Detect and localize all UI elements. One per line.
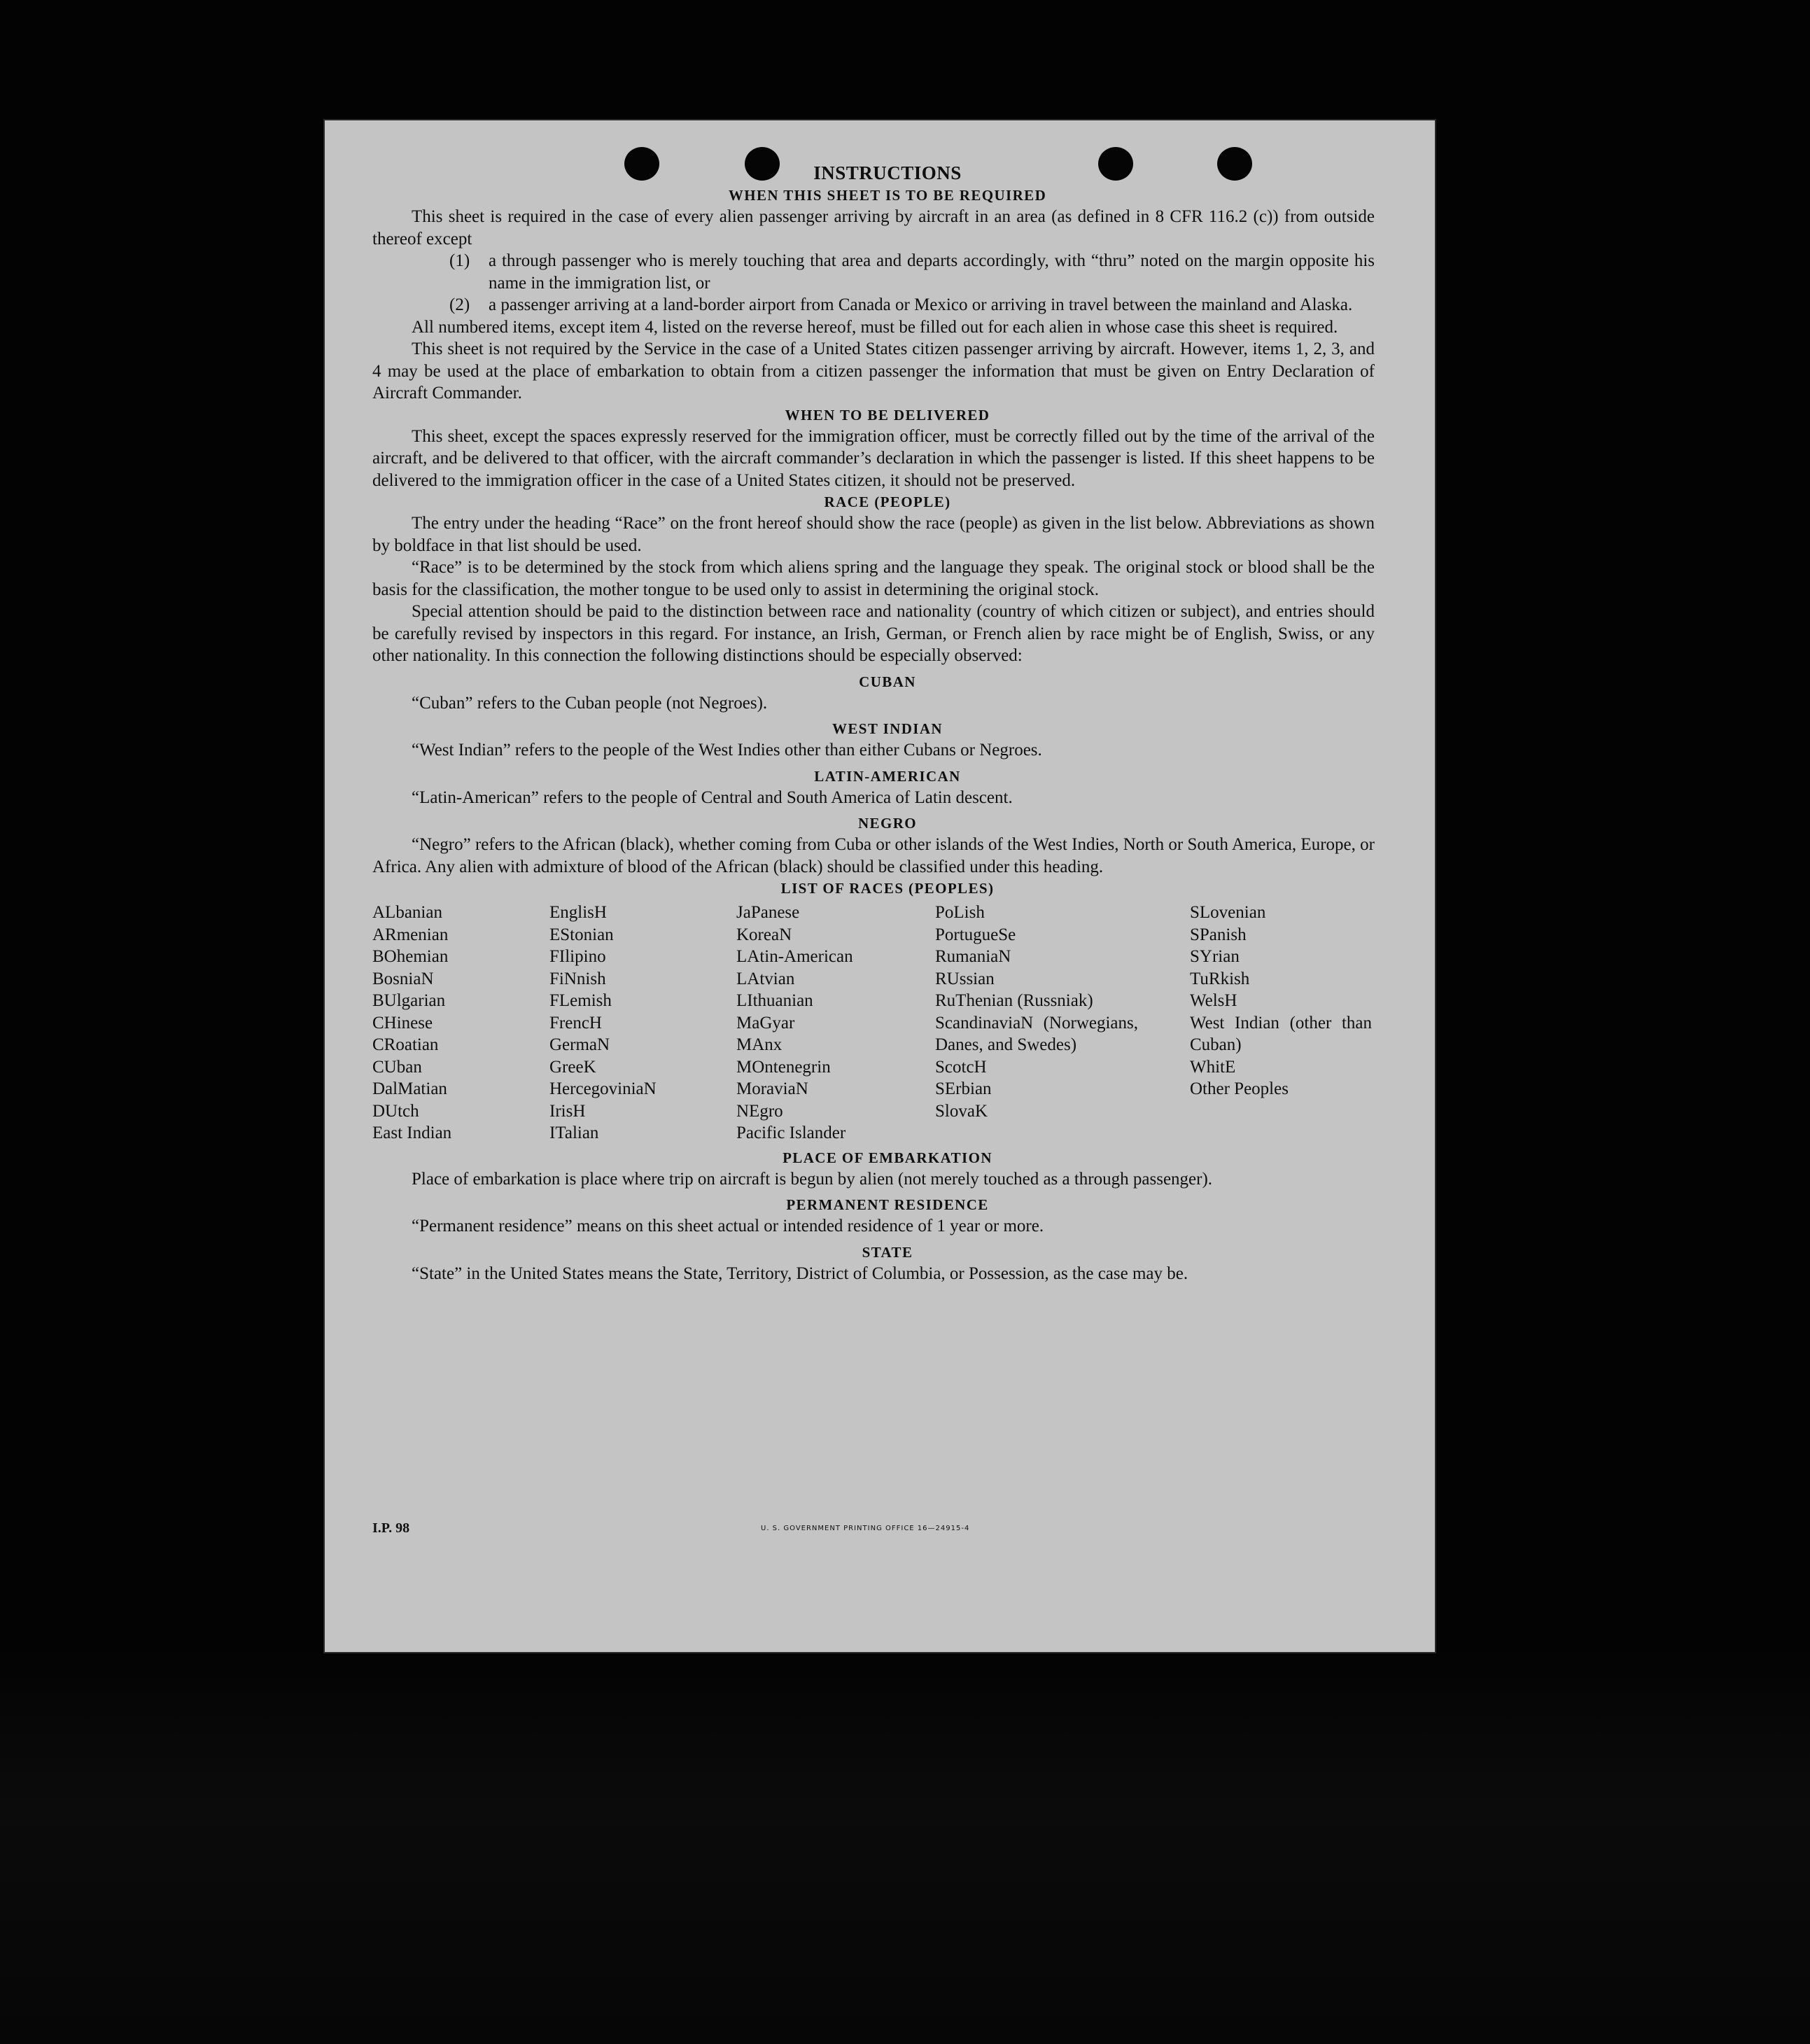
sheet-footer bbox=[372, 1520, 1375, 1541]
race-entry: EnglisH bbox=[549, 903, 607, 922]
race-entry: ScandinaviaN (Norwegians, Danes, and Swedes) bbox=[935, 1013, 1138, 1054]
race-entry: Pacific Islander bbox=[736, 1124, 846, 1142]
race-paragraph: “Race” is to be determined by the stock from which aliens spring and the language they speak. The original stock or blood shall be the basis for the classification, the mother tongue to be used only to assist in determining the original stock. bbox=[372, 558, 1375, 599]
race-entry: Other Peoples bbox=[1190, 1079, 1289, 1098]
form-number: I.P. 98 bbox=[372, 1520, 410, 1536]
race-entry: SPanish bbox=[1190, 925, 1247, 944]
races-list bbox=[372, 902, 1375, 1144]
race-entry: LIthuanian bbox=[736, 991, 813, 1010]
races-column bbox=[1190, 902, 1372, 1144]
races-column bbox=[935, 902, 1190, 1144]
section-heading-race: RACE (PEOPLE) bbox=[824, 493, 951, 510]
required-intro: This sheet is required in the case of every alien passenger arriving by aircraft in an area (as defined in 8 CFR 116.2 (c)) from outside thereof except bbox=[372, 207, 1375, 248]
required-paragraph: This sheet is not required by the Service in the case of a United States citizen passenger arriving by aircraft. However, items 1, 2, 3, and 4 may be used at the place of embarkation to obtain from a citizen passenger the information that must be given on Entry Declaration of Aircraft Commander. bbox=[372, 340, 1375, 402]
race-entry: LAtin-American bbox=[736, 947, 853, 966]
race-entry: EStonian bbox=[549, 925, 614, 944]
delivered-text: This sheet, except the spaces expressly reserved for the immigration officer, must be correctly filled out by the time of the arrival of the aircraft, and be delivered to that officer, with the aircraft commander’s declaration in which the passenger is listed. If this sheet happens to be delivered to the immigration officer in the case of a United States citizen, it should not be preserved. bbox=[372, 426, 1375, 490]
race-entry: CHinese bbox=[372, 1013, 433, 1032]
races-list-heading: LIST OF RACES (PEOPLES) bbox=[780, 880, 995, 897]
race-entry: BOhemian bbox=[372, 947, 449, 966]
section-heading-delivered: WHEN TO BE DELIVERED bbox=[785, 406, 990, 424]
race-entry: FIlipino bbox=[549, 947, 606, 966]
race-entry: FrencH bbox=[549, 1013, 602, 1032]
instruction-sheet bbox=[325, 120, 1435, 1652]
definition-heading: CUBAN bbox=[859, 673, 916, 690]
race-entry: ScotcH bbox=[935, 1057, 987, 1077]
race-entry: MAnx bbox=[736, 1035, 783, 1054]
page-title: INSTRUCTIONS bbox=[813, 162, 962, 183]
race-entry: RUssian bbox=[935, 969, 995, 988]
race-entry: MaGyar bbox=[736, 1013, 795, 1032]
section-heading-state: STATE bbox=[862, 1243, 913, 1261]
definition-heading: WEST INDIAN bbox=[832, 720, 943, 737]
races-column bbox=[372, 902, 549, 1144]
section-heading-required: WHEN THIS SHEET IS TO BE REQUIRED bbox=[728, 187, 1047, 204]
printer-imprint: U. S. GOVERNMENT PRINTING OFFICE 16—24915-4 bbox=[761, 1525, 970, 1532]
race-entry: PortugueSe bbox=[935, 925, 1016, 944]
race-entry: SlovaK bbox=[935, 1101, 988, 1121]
residence-text: “Permanent residence” means on this sheet actual or intended residence of 1 year or more. bbox=[412, 1217, 1044, 1236]
definition-heading: NEGRO bbox=[857, 815, 917, 832]
race-entry: ALbanian bbox=[372, 903, 442, 922]
race-entry: CRoatian bbox=[372, 1035, 439, 1054]
race-entry: West Indian (other than Cuban) bbox=[1190, 1013, 1372, 1054]
definition-text: “Cuban” refers to the Cuban people (not Negroes). bbox=[412, 693, 768, 713]
race-entry: BosniaN bbox=[372, 969, 434, 988]
race-entry: LAtvian bbox=[736, 969, 795, 988]
definition-text: “Latin-American” refers to the people of Central and South America of Latin descent. bbox=[412, 788, 1013, 807]
race-entry: ITalian bbox=[549, 1124, 599, 1142]
race-paragraph: The entry under the heading “Race” on the front hereof should show the race (people) as given in the list below. Abbreviations as shown by boldface in that list should be used. bbox=[372, 514, 1375, 555]
race-entry: BUlgarian bbox=[372, 991, 446, 1010]
races-column bbox=[549, 902, 736, 1144]
exception-number: (1) bbox=[449, 251, 470, 270]
race-entry: SYrian bbox=[1190, 947, 1240, 966]
exception-item bbox=[372, 294, 1375, 316]
race-entry: WhitE bbox=[1190, 1057, 1236, 1077]
punch-hole bbox=[1098, 147, 1133, 181]
exception-text: a through passenger who is merely touching that area and departs accordingly, with “thru” noted on the margin opposite his name in the immigration list, or bbox=[489, 251, 1375, 293]
exception-number: (2) bbox=[449, 295, 470, 314]
exception-item bbox=[372, 250, 1375, 294]
race-entry: SErbian bbox=[935, 1079, 992, 1098]
race-entry: RumaniaN bbox=[935, 947, 1011, 966]
race-entry: DUtch bbox=[372, 1101, 419, 1121]
race-paragraph: Special attention should be paid to the distinction between race and nationality (country of which citizen or subject), and entries should be carefully revised by inspectors in this regard. For instance, an Irish, German, or French alien by race might be of English, Swiss, or any other nationality. In this connection the following distinctions should be especially observed: bbox=[372, 602, 1375, 665]
race-entry: WelsH bbox=[1190, 991, 1237, 1010]
race-entry: RuThenian (Russniak) bbox=[935, 991, 1093, 1010]
definition-heading: LATIN-AMERICAN bbox=[814, 767, 961, 785]
race-entry: HercegoviniaN bbox=[549, 1079, 657, 1098]
race-entry: FiNnish bbox=[549, 969, 606, 988]
race-entry: GreeK bbox=[549, 1057, 596, 1077]
race-entry: IrisH bbox=[549, 1101, 586, 1121]
race-entry: DalMatian bbox=[372, 1079, 447, 1098]
state-text: “State” in the United States means the State, Territory, District of Columbia, or Possession, as the case may be. bbox=[412, 1264, 1188, 1283]
exception-text: a passenger arriving at a land-border airport from Canada or Mexico or arriving in travel between the mainland and Alaska. bbox=[489, 295, 1353, 314]
definition-text: “West Indian” refers to the people of the West Indies other than either Cubans or Negroes. bbox=[412, 741, 1042, 760]
embarkation-text: Place of embarkation is place where trip on aircraft is begun by alien (not merely touched as a through passenger). bbox=[412, 1169, 1213, 1189]
scan-background bbox=[0, 1645, 1810, 2044]
race-entry: FLemish bbox=[549, 991, 612, 1010]
race-entry: JaPanese bbox=[736, 903, 800, 922]
race-entry: ARmenian bbox=[372, 925, 449, 944]
race-entry: MOntenegrin bbox=[736, 1057, 831, 1077]
race-entry: NEgro bbox=[736, 1101, 783, 1121]
section-heading-residence: PERMANENT RESIDENCE bbox=[786, 1196, 989, 1213]
punch-hole bbox=[624, 147, 659, 181]
definition-text: “Negro” refers to the African (black), whether coming from Cuba or other islands of the West Indies, North or South America, Europe, or Africa. Any alien with admixture of blood of the African (black) should be classified under this heading. bbox=[372, 835, 1375, 876]
races-column bbox=[736, 902, 935, 1144]
race-entry: SLovenian bbox=[1190, 903, 1266, 922]
race-entry: TuRkish bbox=[1190, 969, 1250, 988]
race-entry: KoreaN bbox=[736, 925, 792, 944]
race-entry: MoraviaN bbox=[736, 1079, 808, 1098]
race-entry: CUban bbox=[372, 1057, 422, 1077]
race-entry: East Indian bbox=[372, 1124, 452, 1142]
section-heading-embarkation: PLACE OF EMBARKATION bbox=[783, 1149, 992, 1166]
race-entry: GermaN bbox=[549, 1035, 610, 1054]
race-entry: PoLish bbox=[935, 903, 985, 922]
punch-hole bbox=[1217, 147, 1252, 181]
punch-hole bbox=[745, 147, 780, 181]
required-paragraph: All numbered items, except item 4, listed on the reverse hereof, must be filled out for each alien in whose case this sheet is required. bbox=[412, 317, 1338, 337]
